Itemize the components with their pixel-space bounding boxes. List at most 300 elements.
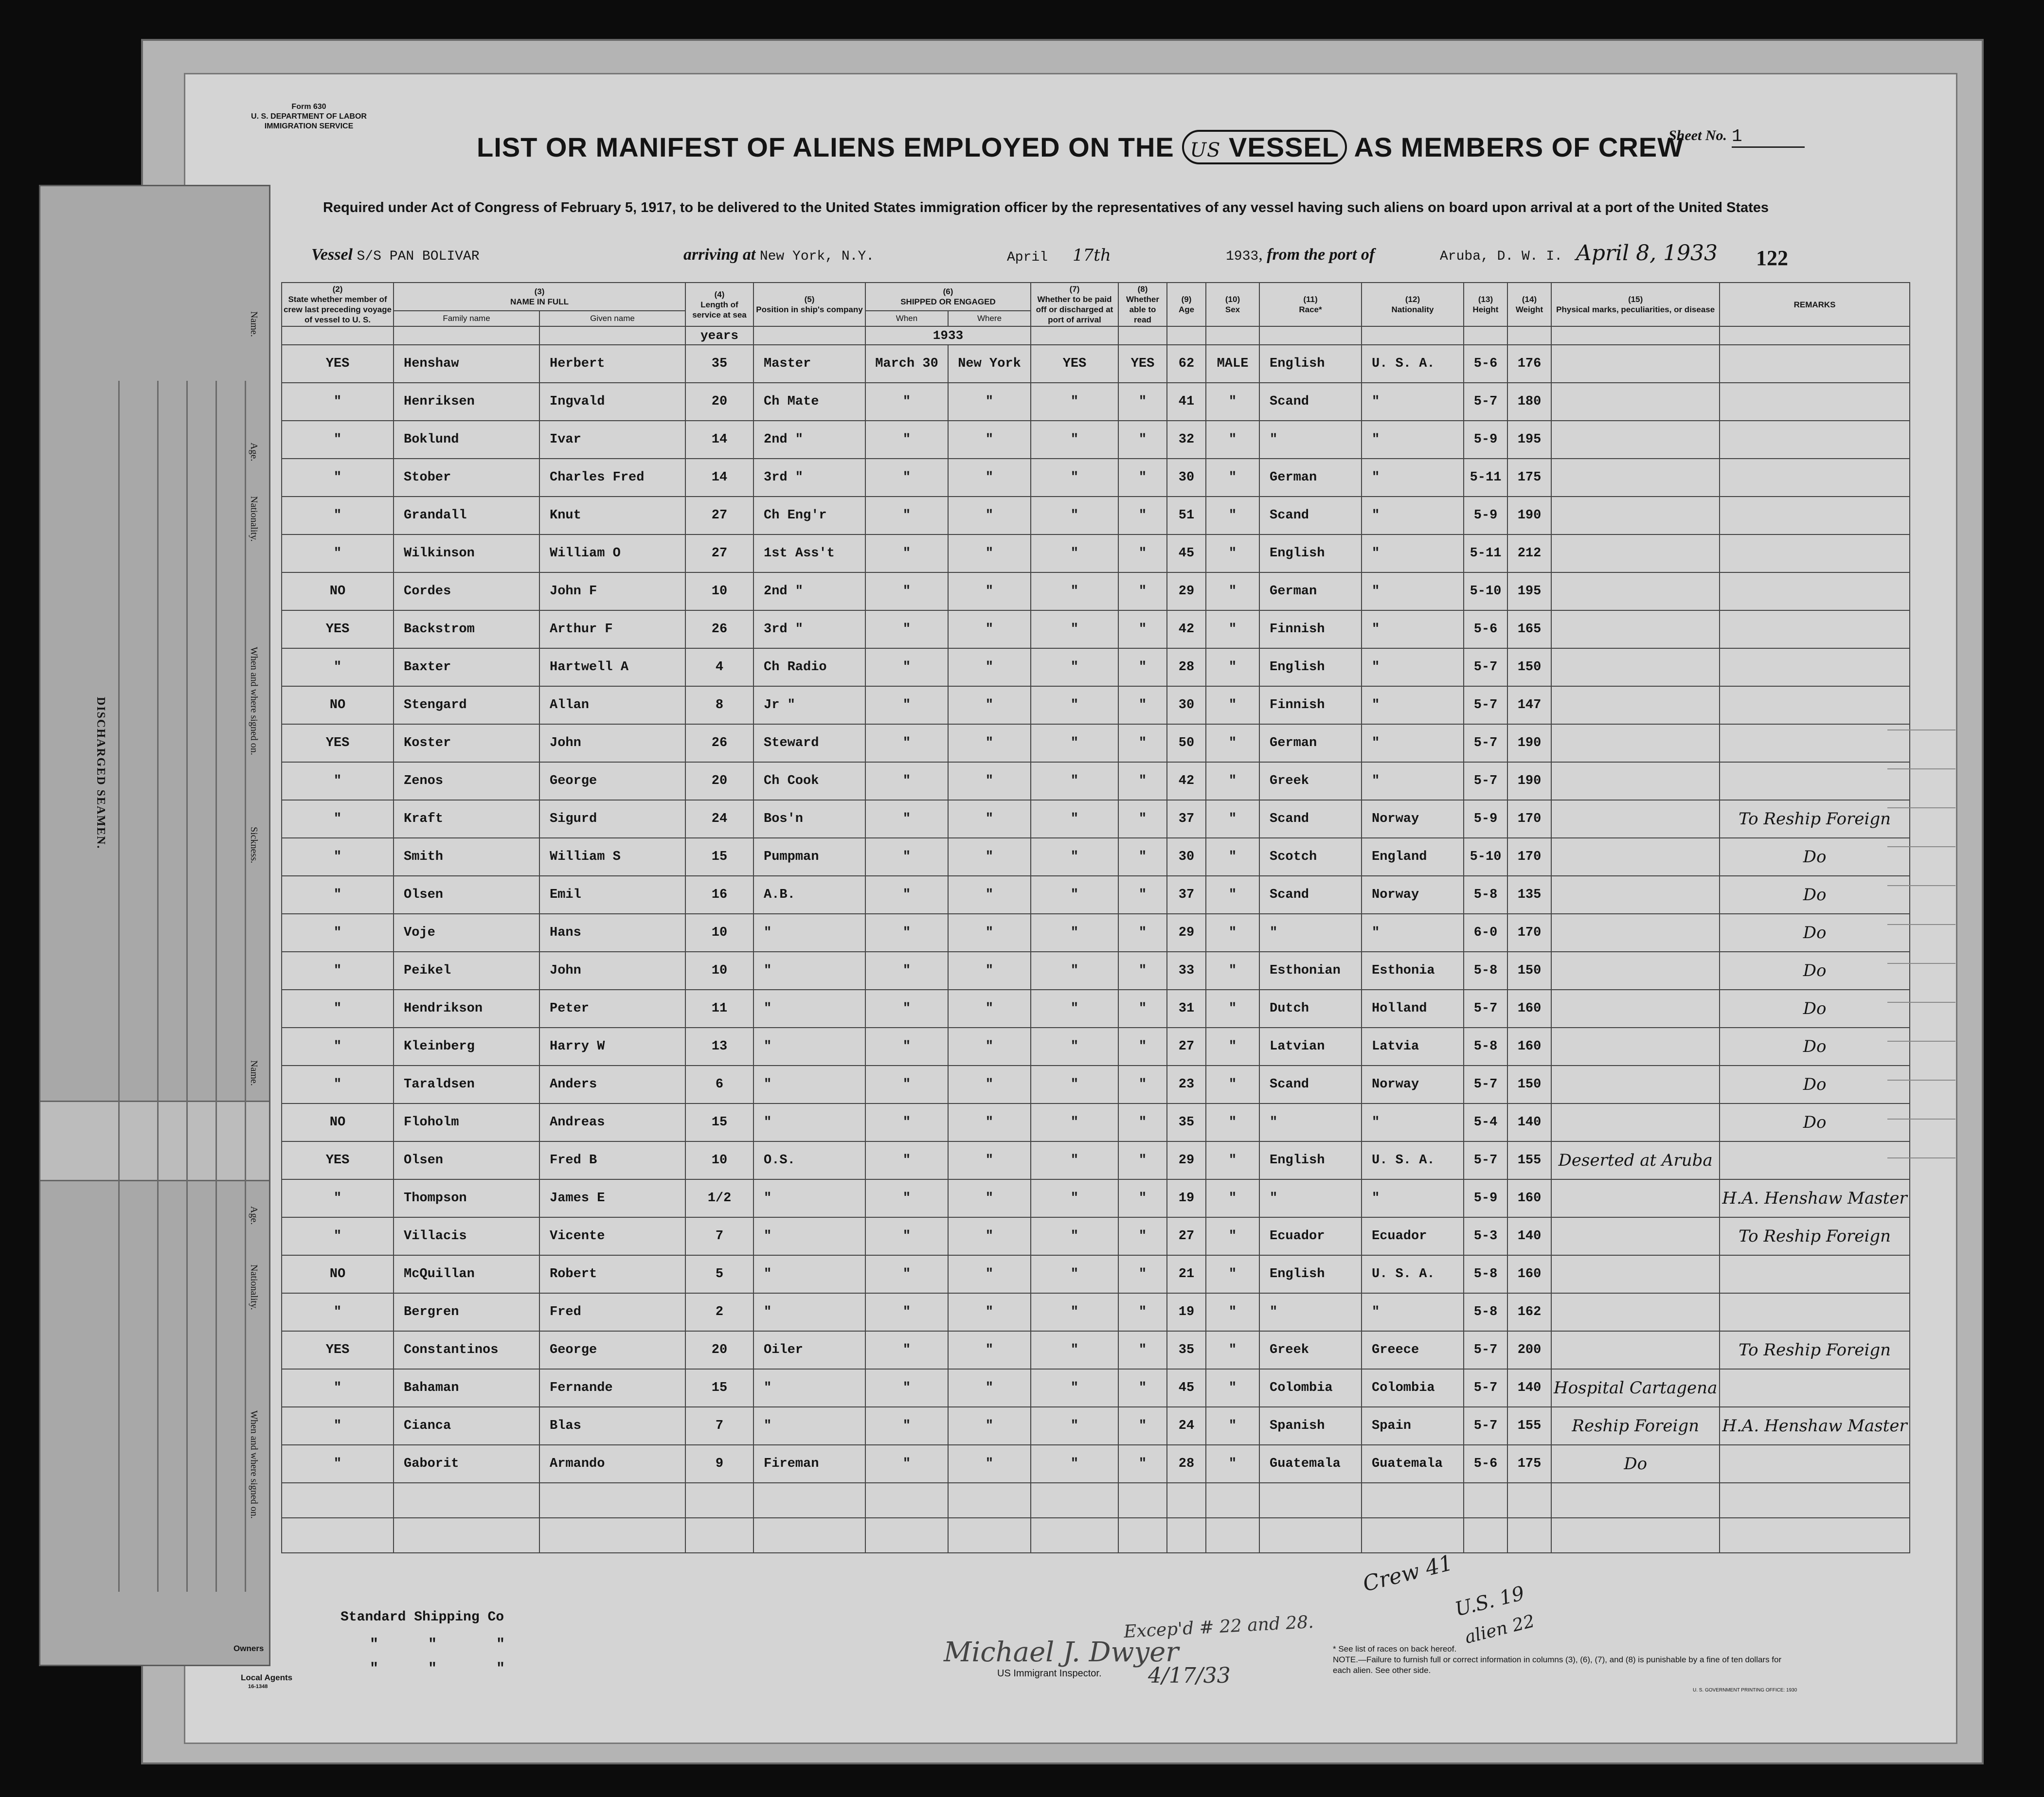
cell-weight: 160 [1507,1028,1551,1066]
cell-race: Greek [1259,762,1362,800]
cell-weight: 147 [1507,686,1551,724]
inspector-label: US Immigrant Inspector. [997,1668,1102,1679]
cell-age: 37 [1167,876,1206,914]
crew-manifest-table [281,282,1910,1553]
table-row [282,383,1910,421]
cell-prev: " [282,1028,394,1066]
cell-remarks: Do [1720,1103,1909,1141]
form-number: Form 630 [291,103,326,111]
cell-where: " [948,1103,1031,1141]
cell-paid: " [1031,686,1118,724]
cell-when: " [865,1217,948,1255]
cell-family: Floholm [394,1103,539,1141]
cell-where: " [948,686,1031,724]
cell-age: 30 [1167,459,1206,497]
cell-marks: Deserted at Aruba [1551,1141,1720,1179]
cell-read: " [1118,1103,1167,1141]
cell-read: YES [1118,345,1167,383]
cell-remarks [1720,610,1909,648]
cell-remarks: Do [1720,952,1909,990]
cell-position: " [753,1103,865,1141]
cell-height: 5-4 [1464,1103,1507,1141]
cell-age: 45 [1167,534,1206,572]
cell-age: 30 [1167,686,1206,724]
cell-prev: " [282,1407,394,1445]
cell-age: 33 [1167,952,1206,990]
cell-when: " [865,914,948,952]
table-row [282,497,1910,534]
cell-family: Olsen [394,876,539,914]
inspector-signature: Michael J. Dwyer [944,1637,1179,1668]
cell-where: New York [948,345,1031,383]
cell-sex: " [1206,1445,1259,1483]
cell-sex: " [1206,1066,1259,1103]
cell-age: 27 [1167,1217,1206,1255]
cell-age: 35 [1167,1331,1206,1369]
cell-remarks [1720,1445,1909,1483]
cell-marks [1551,459,1720,497]
cell-read: " [1118,383,1167,421]
cell-age: 19 [1167,1293,1206,1331]
vessel-name: S/S PAN BOLIVAR [357,249,480,264]
cell-where: " [948,1217,1031,1255]
cell-nationality: Spain [1362,1407,1464,1445]
cell-when: " [865,1103,948,1141]
table-row [282,1141,1910,1179]
col-paid-off: (7) Whether to be paid off or discharged at port of arrival [1031,283,1118,326]
cell-service: 5 [685,1255,753,1293]
cell-remarks: Do [1720,914,1909,952]
cell-given: Arthur F [539,610,685,648]
cell-where: " [948,800,1031,838]
cell-nationality: " [1362,572,1464,610]
cell-given: Fred [539,1293,685,1331]
cell-sex: " [1206,534,1259,572]
cell-read: " [1118,1255,1167,1293]
cell-remarks: Do [1720,838,1909,876]
departure-date: April 8, 1933 [1576,241,1718,266]
cell-marks [1551,497,1720,534]
cell-paid: " [1031,952,1118,990]
cell-service: 8 [685,686,753,724]
cell-marks [1551,800,1720,838]
cell-age: 45 [1167,1369,1206,1407]
cell-when: " [865,876,948,914]
cell-family: Thompson [394,1179,539,1217]
cell-sex: " [1206,1369,1259,1407]
cell-height: 5-6 [1464,1445,1507,1483]
arrival-month: April [1007,250,1048,265]
col-weight: (14) Weight [1507,283,1551,326]
cell-sex: " [1206,383,1259,421]
cell-position: 2nd " [753,572,865,610]
cell-remarks [1720,421,1909,459]
cell-position: " [753,1217,865,1255]
cell-when: " [865,459,948,497]
table-row [282,952,1910,990]
cell-weight: 190 [1507,724,1551,762]
cell-age: 31 [1167,990,1206,1028]
cell-marks [1551,1293,1720,1331]
cell-weight: 140 [1507,1103,1551,1141]
cell-nationality: " [1362,914,1464,952]
table-row [282,686,1910,724]
table-row [282,1255,1910,1293]
cell-prev: " [282,534,394,572]
table-row [282,990,1910,1028]
cell-prev: NO [282,572,394,610]
cell-nationality: Norway [1362,1066,1464,1103]
cell-age: 28 [1167,648,1206,686]
cell-prev: " [282,838,394,876]
cell-prev: " [282,497,394,534]
cell-race: Spanish [1259,1407,1362,1445]
cell-race: Finnish [1259,686,1362,724]
cell-read: " [1118,1179,1167,1217]
cell-where: " [948,383,1031,421]
cell-position: " [753,1255,865,1293]
cell-nationality: " [1362,1103,1464,1141]
cell-position: Steward [753,724,865,762]
form-code: 16-1348 [248,1684,268,1690]
cell-service: 10 [685,1141,753,1179]
cell-given: George [539,762,685,800]
cell-prev: " [282,1369,394,1407]
cell-race: English [1259,345,1362,383]
manifest-title: LIST OR MANIFEST OF ALIENS EMPLOYED ON THE US VESSEL AS MEMBERS OF CREW [477,131,1684,163]
cell-prev: YES [282,1141,394,1179]
cell-race: Colombia [1259,1369,1362,1407]
cell-family: Grandall [394,497,539,534]
cell-service: 13 [685,1028,753,1066]
cell-given: Sigurd [539,800,685,838]
cell-position: Jr " [753,686,865,724]
cell-sex: " [1206,1103,1259,1141]
cell-read: " [1118,1293,1167,1331]
cell-nationality: " [1362,497,1464,534]
cell-given: Anders [539,1066,685,1103]
cell-sex: " [1206,610,1259,648]
cell-race: German [1259,724,1362,762]
cell-height: 5-8 [1464,952,1507,990]
cell-weight: 190 [1507,497,1551,534]
cell-service: 26 [685,724,753,762]
cell-remarks: H.A. Henshaw Master [1720,1179,1909,1217]
cell-service: 20 [685,762,753,800]
cell-weight: 170 [1507,914,1551,952]
cell-race: Scand [1259,497,1362,534]
table-row [282,459,1910,497]
cell-when: " [865,990,948,1028]
cell-sex: " [1206,1331,1259,1369]
cell-remarks [1720,686,1909,724]
crew-rows [282,326,1910,1553]
cell-paid: " [1031,1369,1118,1407]
cell-when: " [865,383,948,421]
cell-service: 24 [685,800,753,838]
table-row [282,1407,1910,1445]
cell-read: " [1118,914,1167,952]
cell-weight: 150 [1507,648,1551,686]
cell-height: 5-11 [1464,534,1507,572]
cell-weight: 212 [1507,534,1551,572]
years-label: years [685,326,753,345]
cell-weight: 160 [1507,990,1551,1028]
col-marks: (15) Physical marks, peculiarities, or disease [1551,283,1720,326]
cell-age: 23 [1167,1066,1206,1103]
cell-when: " [865,1293,948,1331]
cell-weight: 190 [1507,762,1551,800]
cell-race: Ecuador [1259,1217,1362,1255]
cell-age: 51 [1167,497,1206,534]
cell-sex: " [1206,1217,1259,1255]
cell-prev: " [282,952,394,990]
cell-paid: " [1031,838,1118,876]
units-row [282,326,1910,345]
cell-family: Bergren [394,1293,539,1331]
cell-weight: 170 [1507,838,1551,876]
table-row [282,1103,1910,1141]
sheet-number: 1 [1732,126,1805,148]
cell-position: Bos'n [753,800,865,838]
cell-prev: " [282,876,394,914]
cell-when: " [865,838,948,876]
cell-marks [1551,1066,1720,1103]
cell-where: " [948,610,1031,648]
cell-paid: YES [1031,345,1118,383]
cell-family: Constantinos [394,1331,539,1369]
cell-read: " [1118,1369,1167,1407]
table-row [282,762,1910,800]
cell-family: Baxter [394,648,539,686]
cell-where: " [948,990,1031,1028]
cell-family: Stober [394,459,539,497]
cell-paid: " [1031,1255,1118,1293]
cell-remarks [1720,1369,1909,1407]
cell-position: A.B. [753,876,865,914]
table-row [282,838,1910,876]
col-service: (4) Length of service at sea [685,283,753,326]
cell-where: " [948,572,1031,610]
cell-when: " [865,800,948,838]
cell-when: March 30 [865,345,948,383]
col-position: (5) Position in ship's company [753,283,865,326]
cell-sex: " [1206,1179,1259,1217]
cell-given: John F [539,572,685,610]
cell-age: 24 [1167,1407,1206,1445]
table-row [282,648,1910,686]
cell-when: " [865,421,948,459]
cell-weight: 140 [1507,1369,1551,1407]
cell-family: Kleinberg [394,1028,539,1066]
cell-marks [1551,876,1720,914]
cell-sex: " [1206,421,1259,459]
stub-title: DISCHARGED SEAMEN. [94,697,107,850]
cell-prev: " [282,990,394,1028]
cell-position: " [753,1293,865,1331]
cell-family: Henshaw [394,345,539,383]
cell-weight: 150 [1507,952,1551,990]
cell-given: Ivar [539,421,685,459]
cell-height: 5-10 [1464,572,1507,610]
cell-given: Armando [539,1445,685,1483]
departure-port: Aruba, D. W. I. [1440,249,1563,264]
cell-sex: MALE [1206,345,1259,383]
cell-race: German [1259,572,1362,610]
table-row [282,1293,1910,1331]
cell-prev: NO [282,686,394,724]
cell-nationality: " [1362,610,1464,648]
cell-marks [1551,1103,1720,1141]
cell-prev: " [282,421,394,459]
cell-remarks [1720,724,1909,762]
cell-marks: Hospital Cartagena [1551,1369,1720,1407]
cell-where: " [948,952,1031,990]
cell-when: " [865,497,948,534]
cell-height: 5-8 [1464,876,1507,914]
cell-when: " [865,1255,948,1293]
cell-read: " [1118,724,1167,762]
cell-age: 19 [1167,1179,1206,1217]
cell-where: " [948,1369,1031,1407]
cell-marks [1551,762,1720,800]
local-agents-label: Local Agents [241,1673,293,1682]
cell-sex: " [1206,762,1259,800]
cell-read: " [1118,838,1167,876]
col-name-full: (3) NAME IN FULL [394,283,685,311]
cell-position: Ch Mate [753,383,865,421]
cell-read: " [1118,648,1167,686]
cell-family: Olsen [394,1141,539,1179]
cell-marks [1551,1255,1720,1293]
table-row [282,1445,1910,1483]
cell-marks [1551,914,1720,952]
cell-nationality: " [1362,534,1464,572]
cell-position: " [753,1028,865,1066]
cell-paid: " [1031,800,1118,838]
cell-read: " [1118,686,1167,724]
cell-age: 42 [1167,762,1206,800]
cell-family: Henriksen [394,383,539,421]
col-where: Where [948,311,1031,326]
table-row [282,1217,1910,1255]
cell-read: " [1118,990,1167,1028]
cell-age: 32 [1167,421,1206,459]
cell-family: Kraft [394,800,539,838]
table-row [282,800,1910,838]
table-row [282,1331,1910,1369]
cell-nationality: England [1362,838,1464,876]
cell-service: 27 [685,497,753,534]
exceptions-note: Excep'd # 22 and 28. [1123,1612,1314,1642]
cell-paid: " [1031,1066,1118,1103]
cell-service: 15 [685,1103,753,1141]
cell-given: Allan [539,686,685,724]
cell-paid: " [1031,876,1118,914]
cell-marks [1551,610,1720,648]
cell-nationality: U. S. A. [1362,1255,1464,1293]
cell-where: " [948,762,1031,800]
cell-height: 5-10 [1464,838,1507,876]
cell-weight: 175 [1507,1445,1551,1483]
cell-remarks: Do [1720,1028,1909,1066]
cell-height: 5-7 [1464,990,1507,1028]
cell-remarks [1720,762,1909,800]
table-row [282,724,1910,762]
cell-given: Emil [539,876,685,914]
cell-position: " [753,1179,865,1217]
cell-remarks: H.A. Henshaw Master [1720,1407,1909,1445]
cell-family: Cianca [394,1407,539,1445]
cell-paid: " [1031,1028,1118,1066]
cell-sex: " [1206,1255,1259,1293]
cell-where: " [948,914,1031,952]
cell-where: " [948,1141,1031,1179]
cell-when: " [865,1369,948,1407]
cell-weight: 180 [1507,383,1551,421]
cell-race: Scand [1259,1066,1362,1103]
cell-prev: YES [282,1331,394,1369]
cell-prev: " [282,648,394,686]
cell-marks [1551,1217,1720,1255]
cell-race: Finnish [1259,610,1362,648]
table-row [282,1066,1910,1103]
cell-where: " [948,534,1031,572]
cell-paid: " [1031,762,1118,800]
cell-sex: " [1206,572,1259,610]
cell-paid: " [1031,724,1118,762]
arrival-year: 1933 [1226,249,1259,264]
cell-position: " [753,990,865,1028]
cell-weight: 165 [1507,610,1551,648]
cell-race: Latvian [1259,1028,1362,1066]
cell-where: " [948,1293,1031,1331]
blank-row [282,1483,1910,1518]
cell-given: James E [539,1179,685,1217]
cell-sex: " [1206,1293,1259,1331]
cell-given: John [539,724,685,762]
cell-marks [1551,572,1720,610]
cell-race: Scand [1259,876,1362,914]
cell-remarks [1720,534,1909,572]
cell-position: O.S. [753,1141,865,1179]
cell-read: " [1118,1445,1167,1483]
cell-position: 1st Ass't [753,534,865,572]
cell-marks [1551,1179,1720,1217]
cell-race: " [1259,914,1362,952]
cell-position: Ch Radio [753,648,865,686]
cell-paid: " [1031,990,1118,1028]
col-family-name: Family name [394,311,539,326]
cell-family: Voje [394,914,539,952]
cell-service: 15 [685,838,753,876]
cell-service: 11 [685,990,753,1028]
table-row [282,1369,1910,1407]
cell-marks [1551,1331,1720,1369]
cell-where: " [948,1028,1031,1066]
cell-height: 5-7 [1464,1066,1507,1103]
cell-service: 1/2 [685,1179,753,1217]
cell-service: 14 [685,421,753,459]
cell-prev: YES [282,345,394,383]
cell-position: 3rd " [753,459,865,497]
cell-remarks [1720,459,1909,497]
cell-family: Smith [394,838,539,876]
cell-remarks: To Reship Foreign [1720,1217,1909,1255]
cell-given: Charles Fred [539,459,685,497]
cell-race: English [1259,1141,1362,1179]
cell-read: " [1118,1028,1167,1066]
